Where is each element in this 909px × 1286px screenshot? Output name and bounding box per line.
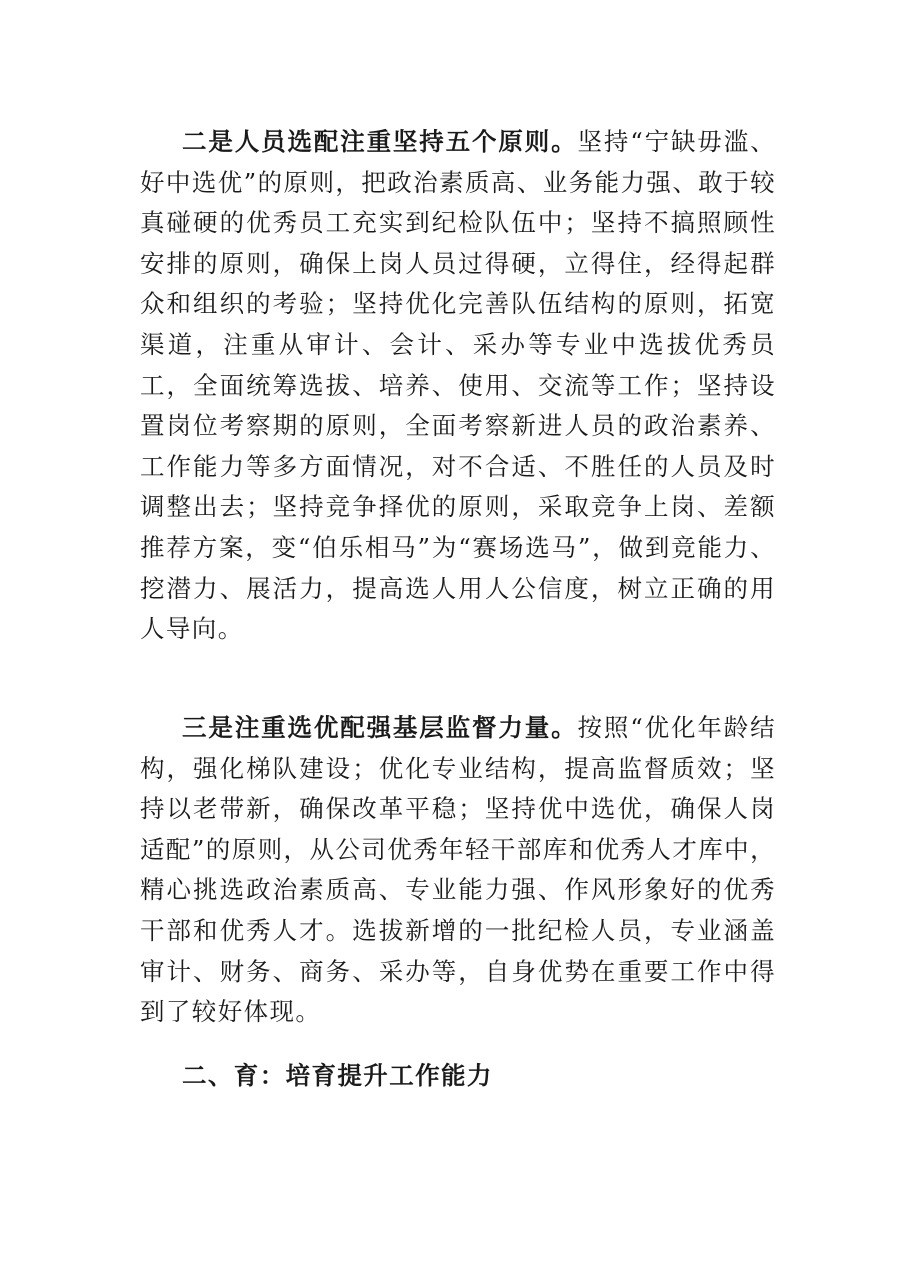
paragraph-grassroots-supervision bbox=[140, 708, 776, 1033]
paragraph-personnel-selection bbox=[140, 122, 776, 650]
paragraph-lead: 三是注重选优配强基层监督力量。 bbox=[182, 713, 578, 742]
paragraph-body: 按照“优化年龄结构，强化梯队建设；优化专业结构，提高监督质效；坚持以老带新，确保改革平稳；坚持优中选优，确保人岗适配”的原则，从公司优秀年轻干部库和优秀人才库中，精心挑选政治素质高、专业能力强、作风形象好的优秀干部和优秀人才。选拔新增的一批纪检人员，专业涵盖审计、财务、商务、采办等，自身优势在重要工作中得到了较好体现。 bbox=[140, 713, 776, 1027]
paragraph-lead: 二是人员选配注重坚持五个原则。 bbox=[182, 127, 578, 156]
section-heading: 二、育：培育提升工作能力 bbox=[182, 1061, 493, 1090]
paragraph-body: 坚持“宁缺毋滥、好中选优”的原则，把政治素质高、业务能力强、敢于较真碰硬的优秀员工充实到纪检队伍中；坚持不搞照顾性安排的原则，确保上岗人员过得硬，立得住，经得起群众和组织的考验；坚持优化完善队伍结构的原则，拓宽渠道，注重从审计、会计、采办等专业中选拔优秀员工，全面统筹选拔、培养、使用、交流等工作；坚持设置岗位考察期的原则，全面考察新进人员的政治素养、工作能力等多方面情况，对不合适、不胜任的人员及时调整出去；坚持竞争择优的原则，采取竞争上岗、差额推荐方案，变“伯乐相马”为“赛场选马”，做到竞能力、挖潜力、展活力，提高选人用人公信度，树立正确的用人导向。 bbox=[140, 127, 776, 644]
